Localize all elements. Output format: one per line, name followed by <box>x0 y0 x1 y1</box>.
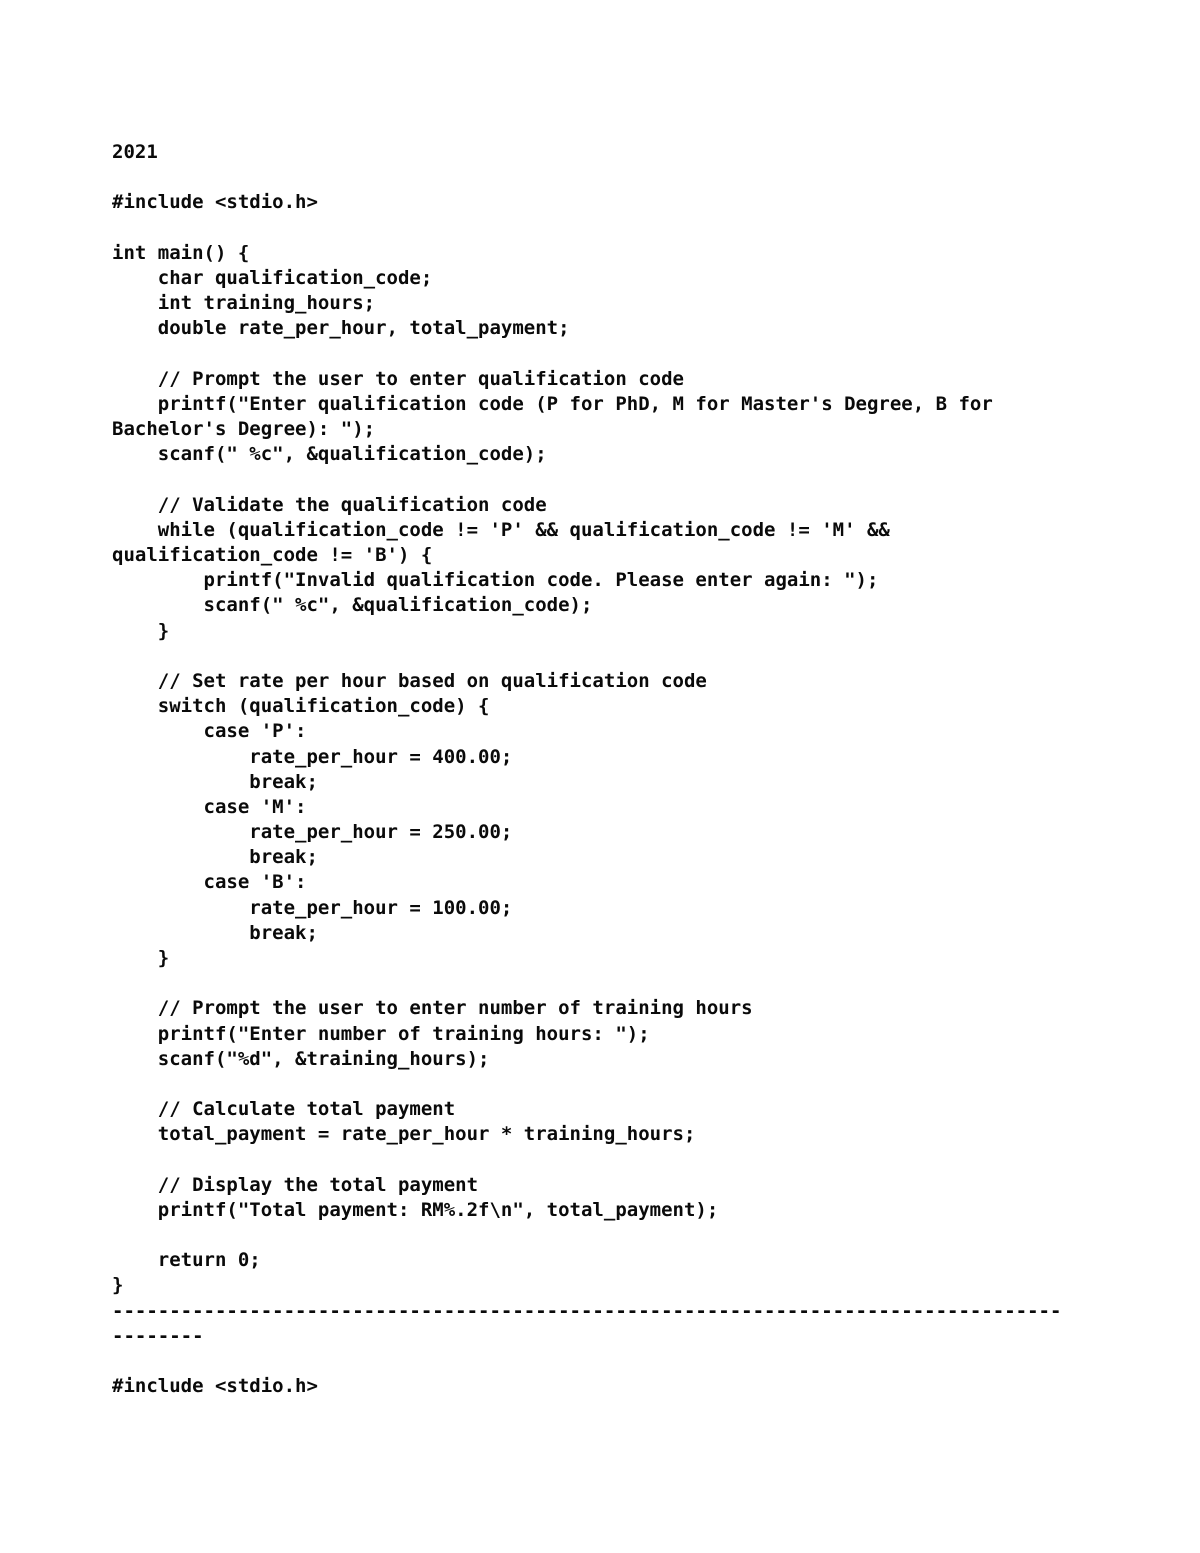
code-line: // Display the total payment <box>112 1173 479 1196</box>
code-line: break; <box>112 846 318 869</box>
code-line: // Validate the qualification code <box>112 493 547 516</box>
code-line: case 'M': <box>112 795 307 818</box>
code-line: break; <box>112 770 318 793</box>
code-line: total_payment = rate_per_hour * training_hours; <box>112 1123 696 1146</box>
code-line: while (qualification_code != 'P' && qualification_code != 'M' && <box>112 518 890 541</box>
code-line: printf("Total payment: RM%.2f\n", total_payment); <box>112 1198 719 1221</box>
code-line: } <box>112 619 170 642</box>
code-line <box>112 1072 1112 1097</box>
code-line <box>112 1148 1112 1173</box>
code-line: rate_per_hour = 100.00; <box>112 896 513 919</box>
code-line: rate_per_hour = 400.00; <box>112 745 513 768</box>
code-line: // Calculate total payment <box>112 1098 456 1121</box>
code-line: qualification_code != 'B') { <box>112 544 433 566</box>
code-line <box>112 1223 1112 1248</box>
code-line: rate_per_hour = 250.00; <box>112 821 513 844</box>
code-line: #include <stdio.h> <box>112 191 318 214</box>
code-line: } <box>112 1274 124 1297</box>
code-line: char qualification_code; <box>112 266 433 289</box>
separator-line: -------- <box>112 1324 204 1347</box>
code-line <box>112 1349 1112 1374</box>
code-line: case 'P': <box>112 720 307 743</box>
code-line <box>112 644 1112 669</box>
code-line <box>112 342 1112 367</box>
code-line <box>112 165 1112 190</box>
code-line: break; <box>112 921 318 944</box>
code-line: // Set rate per hour based on qualification code <box>112 669 707 692</box>
code-line: // Prompt the user to enter number of training hours <box>112 997 753 1020</box>
code-line <box>112 971 1112 996</box>
code-line: case 'B': <box>112 871 307 894</box>
code-line: // Prompt the user to enter qualification code <box>112 367 684 390</box>
code-line: Bachelor's Degree): "); <box>112 418 376 441</box>
code-line: } <box>112 947 170 969</box>
code-line <box>112 467 1112 492</box>
code-line: double rate_per_hour, total_payment; <box>112 317 570 340</box>
code-line: return 0; <box>112 1249 261 1272</box>
code-line: scanf(" %c", &qualification_code); <box>112 443 547 466</box>
code-line <box>112 216 1112 241</box>
code-line: printf("Enter number of training hours: "); <box>112 1022 650 1045</box>
code-line: #include <stdio.h> <box>112 1375 318 1398</box>
code-line: printf("Invalid qualification code. Please enter again: "); <box>112 569 879 592</box>
code-line: switch (qualification_code) { <box>112 695 490 718</box>
separator-line: ----------------------------------------------------------------------------------- <box>112 1299 1062 1322</box>
code-line: int main() { <box>112 241 250 264</box>
code-listing <box>112 140 1112 1399</box>
code-line: printf("Enter qualification code (P for PhD, M for Master's Degree, B for <box>112 392 993 415</box>
code-line: 2021 <box>112 141 158 163</box>
code-line: scanf("%d", &training_hours); <box>112 1047 490 1070</box>
code-line: scanf(" %c", &qualification_code); <box>112 594 593 617</box>
code-line: int training_hours; <box>112 292 376 315</box>
